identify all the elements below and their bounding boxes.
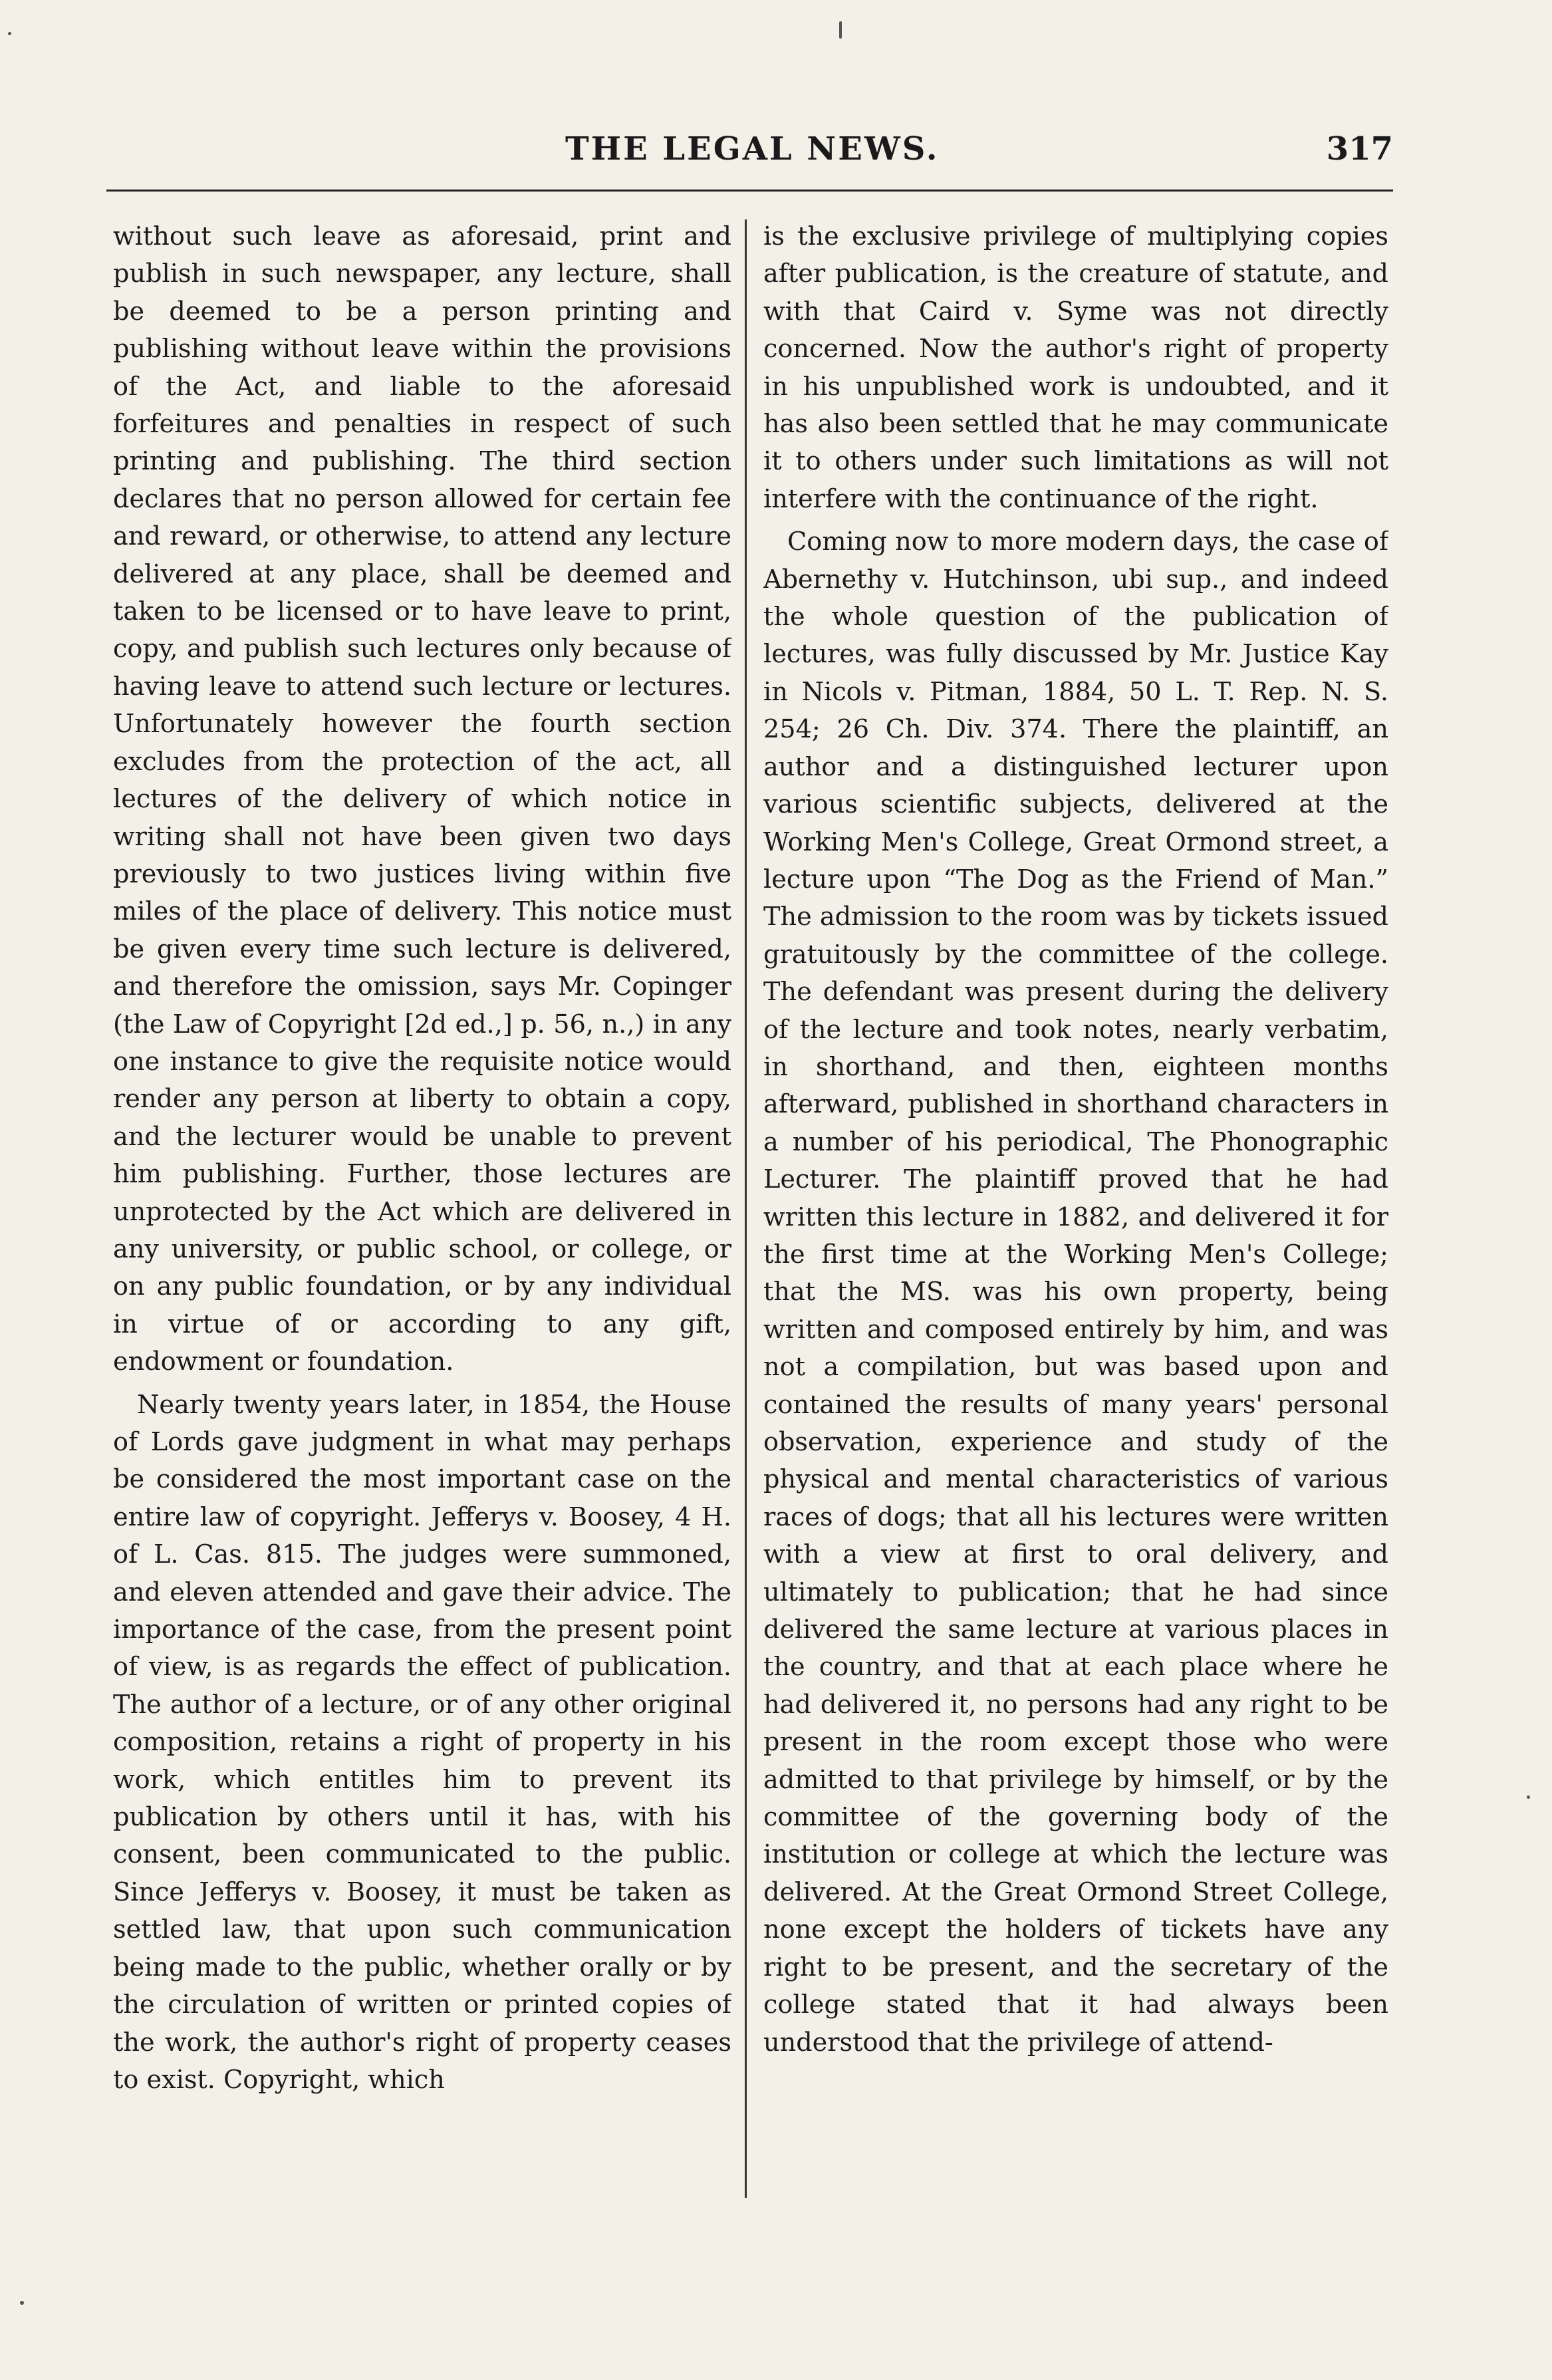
right-column — [763, 218, 1388, 2213]
left-paragraph-1: without such leave as aforesaid, print and publish in such newspaper, any lecture, shall be deemed to be a person printing and publishing without leave within the provisions of the Act, and liable to the aforesaid forfeitures and penalties in respect of such printing and publishing. The third section declares that no person allowed for certain fee and reward, or otherwise, to attend any lecture delivered at any place, shall be deemed and taken to be licensed or to have leave to print, copy, and publish such lectures only because of having leave to attend such lecture or lectures. Unfortunately however the fourth section excludes from the protection of the act, all lectures of the delivery of which notice in writing shall not have been given two days previously to two justices living within five miles of the place of delivery. This notice must be given every time such lecture is delivered, and therefore the omission, says Mr. Copinger (the Law of Copyright [2d ed.,] p. 56, n.,) in any one instance to give the requisite notice would render any person at liberty to obtain a copy, and the lecturer would be unable to prevent him publishing. Further, those lectures are unprotected by the Act which are delivered in any university, or public school, or college, or on any public foundation, or by any individual in virtue of or according to any gift, endowment or foundation. — [113, 222, 731, 1377]
column-divider — [745, 219, 747, 2198]
right-paragraph-1: is the exclusive privilege of multiplying copies after publication, is the creature of statute, and with that Caird v. Syme was not directly concerned. Now the author's right of property in his unpublished work is undoubted, and it has also been settled that he may communicate it to others under such limitations as will not interfere with the continuance of the right. — [763, 222, 1388, 514]
page-speck — [8, 32, 11, 35]
header-rule — [106, 190, 1393, 192]
left-paragraph-2: Nearly twenty years later, in 1854, the House of Lords gave judgment in what may perhaps be considered the most important case on the entire law of copyright. Jefferys v. Boosey, 4 H. of L. Cas. 815. The judges were summoned, and eleven attended and gave their advice. The importance of the case, from the present point of view, is as regards the effect of publication. The author of a lecture, or of any other original composition, retains a right of property in his work, which entitles him to prevent its publication by others until it has, with his consent, been communicated to the public. Since Jefferys v. Boosey, it must be taken as settled law, that upon such communication being made to the public, whether orally or by the circulation of written or printed copies of the work, the author's right of property ceases to exist. Copyright, which — [113, 1390, 731, 2095]
page-speck — [1527, 1795, 1530, 1799]
page-speck — [20, 2301, 24, 2305]
running-header — [106, 126, 1393, 180]
page-number: 317 — [1326, 130, 1393, 168]
page-speck — [839, 21, 842, 39]
left-column — [113, 218, 731, 2213]
right-paragraph-2: Coming now to more modern days, the case of Abernethy v. Hutchinson, ubi sup., and indeed the whole question of the publication of lectures, was fully discussed by Mr. Justice Kay in Nicols v. Pitman, 1884, 50 L. T. Rep. N. S. 254; 26 Ch. Div. 374. There the plaintiff, an author and a distinguished lecturer upon various scientific subjects, delivered at the Working Men's College, Great Ormond street, a lecture upon “The Dog as the Friend of Man.” The admission to the room was by tickets issued gratuitously by the committee of the college. The defendant was present during the delivery of the lecture and took notes, nearly verbatim, in shorthand, and then, eighteen months afterward, published in shorthand characters in a number of his periodical, The Phonographic Lecturer. The plaintiff proved that he had written this lecture in 1882, and delivered it for the first time at the Working Men's College; that the MS. was his own property, being written and composed entirely by him, and was not a compilation, but was based upon and contained the results of many years' personal observation, experience and study of the physical and mental characteristics of various races of dogs; that all his lectures were written with a view at first to oral delivery, and ultimately to publication; that he had since delivered the same lecture at various places in the country, and that at each place where he had delivered it, no persons had any right to be present in the room except those who were admitted to that privilege by himself, or by the committee of the governing body of the institution or college at which the lecture was delivered. At the Great Ormond Street College, none except the holders of tickets have any right to be present, and the secretary of the college stated that it had always been understood that the privilege of attend- — [763, 527, 1388, 2057]
journal-title: THE LEGAL NEWS. — [565, 130, 940, 168]
